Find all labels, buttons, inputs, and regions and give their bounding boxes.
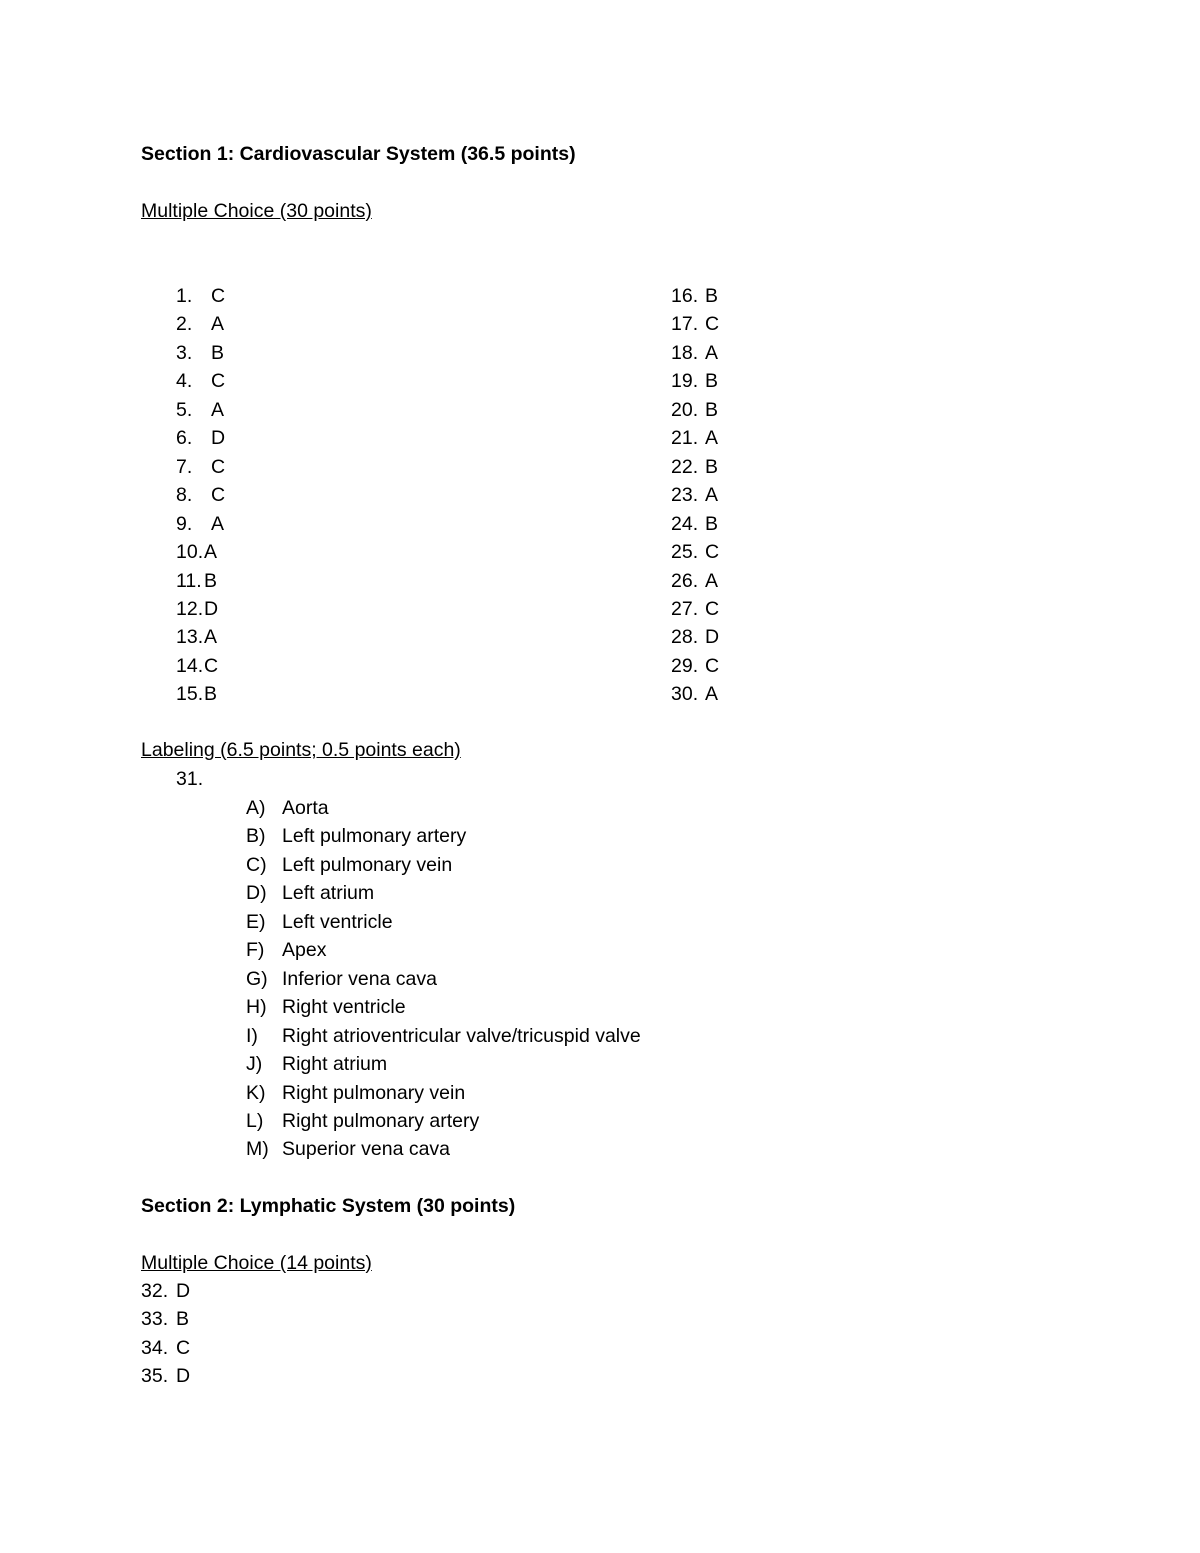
label-letter: A) (246, 797, 266, 819)
label-text: Superior vena cava (282, 1138, 451, 1161)
label-text: Left pulmonary vein (282, 853, 453, 876)
answer-letter: A (211, 313, 225, 336)
answer-letter: C (211, 370, 226, 393)
label-text: Right ventricle (282, 996, 406, 1019)
question-number: 5. (176, 398, 193, 421)
answer-letter: A (705, 341, 719, 364)
question-number: 23. (671, 484, 699, 507)
label-letter: J) (246, 1053, 263, 1076)
question-number: 19. (671, 370, 699, 393)
answer-letter: C (211, 455, 226, 478)
label-text: Left pulmonary artery (282, 825, 467, 848)
label-letter: M) (246, 1138, 269, 1161)
question-number: 12. (176, 597, 204, 620)
question-number: 30. (671, 683, 699, 706)
label-text: Right pulmonary vein (282, 1081, 466, 1104)
question-number: 29. (671, 654, 699, 677)
answer-letter: B (211, 341, 225, 364)
answer-letter: C (705, 654, 720, 677)
question-number: 6. (176, 427, 193, 450)
question-number: 26. (671, 569, 699, 592)
question-number: 13. (176, 626, 204, 649)
question-number: 16. (671, 285, 699, 307)
question-number: 25. (671, 541, 699, 564)
labeling-heading: Labeling (6.5 points; 0.5 points each) (141, 739, 461, 761)
label-letter: L) (246, 1109, 264, 1132)
answer-letter: D (176, 1365, 191, 1388)
answer-letter: A (705, 484, 719, 507)
label-letter: K) (246, 1081, 266, 1104)
answer-letter: D (204, 597, 219, 620)
label-letter: B) (246, 825, 266, 848)
answer-letter: B (204, 569, 218, 592)
question-number: 9. (176, 512, 193, 535)
question-number: 14. (176, 654, 204, 677)
question-number: 15. (176, 683, 204, 706)
answer-letter: B (705, 398, 719, 421)
question-number: 4. (176, 370, 193, 393)
section1-mc-heading: Multiple Choice (30 points) (141, 200, 372, 222)
question-number: 20. (671, 398, 699, 421)
answer-letter: B (176, 1308, 190, 1331)
label-letter: C) (246, 853, 267, 876)
label-text: Right atrioventricular valve/tricuspid valve (282, 1024, 641, 1047)
question-number: 32. (141, 1280, 169, 1302)
label-text: Left atrium (282, 882, 375, 905)
answer-letter: A (204, 541, 218, 564)
answer-letter: A (211, 398, 225, 421)
section1-heading: Section 1: Cardiovascular System (36.5 points) (141, 143, 576, 165)
section2-mc-heading: Multiple Choice (14 points) (141, 1252, 372, 1274)
label-text: Apex (282, 939, 327, 962)
answer-letter: B (705, 512, 719, 535)
answer-letter: A (705, 427, 719, 450)
question-number: 35. (141, 1365, 169, 1388)
answer-letter: B (705, 455, 719, 478)
answer-letter: B (204, 683, 218, 706)
answer-letter: C (211, 285, 226, 307)
question-number: 8. (176, 484, 193, 507)
label-text: Right pulmonary artery (282, 1109, 480, 1132)
answer-letter: B (705, 285, 719, 307)
label-text: Left ventricle (282, 910, 393, 933)
question-number: 2. (176, 313, 193, 336)
question-number: 10. (176, 541, 204, 564)
answer-letter: C (204, 654, 219, 677)
answer-letter: B (705, 370, 719, 393)
question-number: 34. (141, 1336, 169, 1359)
label-letter: G) (246, 967, 268, 990)
answer-letter: A (705, 569, 719, 592)
question-number: 24. (671, 512, 699, 535)
answer-letter: A (204, 626, 218, 649)
labeling-question-number: 31. (176, 768, 204, 790)
question-number: 11. (176, 569, 202, 592)
question-number: 21. (671, 427, 699, 450)
answer-letter: C (176, 1336, 191, 1359)
question-number: 7. (176, 455, 193, 478)
label-letter: F) (246, 939, 265, 962)
question-number: 18. (671, 341, 699, 364)
label-text: Inferior vena cava (282, 967, 438, 990)
section2-heading: Section 2: Lymphatic System (30 points) (141, 1195, 516, 1217)
question-number: 1. (176, 285, 193, 307)
label-text: Aorta (282, 797, 329, 819)
answer-letter: C (211, 484, 226, 507)
answer-letter: C (705, 541, 720, 564)
label-text: Right atrium (282, 1053, 388, 1076)
question-number: 3. (176, 341, 193, 364)
question-number: 22. (671, 455, 699, 478)
answer-letter: D (705, 626, 720, 649)
question-number: 17. (671, 313, 699, 336)
answer-letter: D (176, 1280, 191, 1302)
label-letter: D) (246, 882, 267, 905)
label-letter: I) (246, 1024, 258, 1047)
question-number: 33. (141, 1308, 169, 1331)
answer-letter: A (705, 683, 719, 706)
label-letter: E) (246, 910, 266, 933)
question-number: 27. (671, 597, 699, 620)
question-number: 28. (671, 626, 699, 649)
answer-letter: C (705, 597, 720, 620)
label-letter: H) (246, 996, 267, 1019)
answer-letter: A (211, 512, 225, 535)
answer-letter: D (211, 427, 226, 450)
answer-letter: C (705, 313, 720, 336)
